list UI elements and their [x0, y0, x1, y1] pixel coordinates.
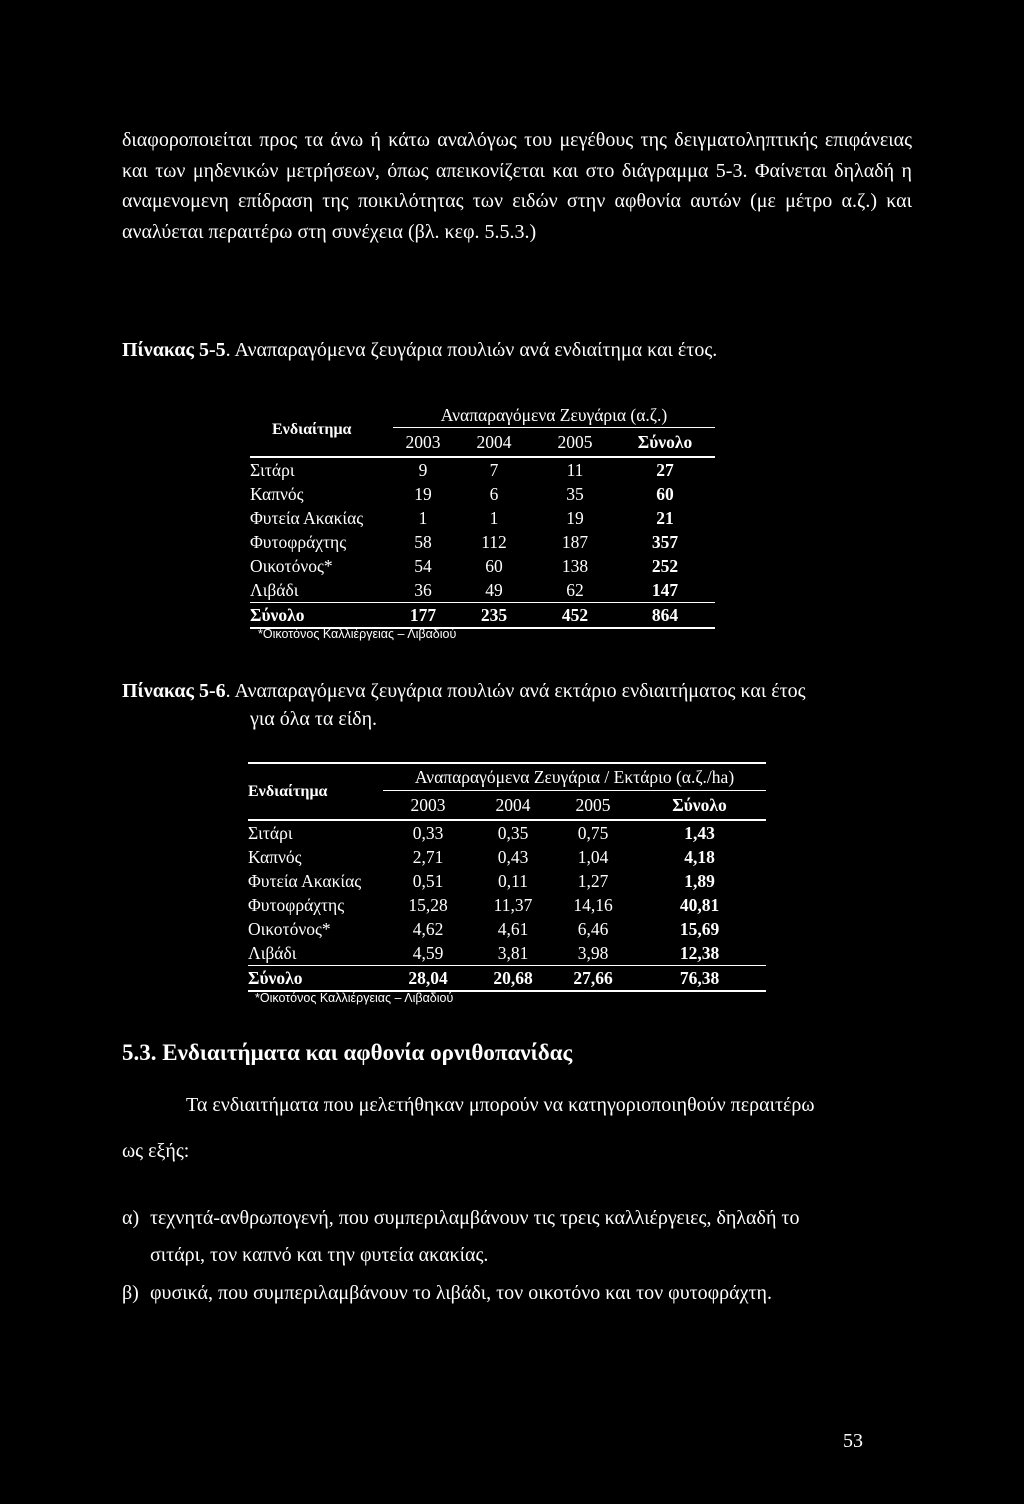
table2-row-name: Φυτοφράχτης — [248, 895, 345, 915]
section-intro-line1: Τα ενδιαιτήματα που μελετήθηκαν μπορούν να κατηγοριοποιηθούν περαιτέρω — [186, 1094, 815, 1116]
table2-col-2003: 2003 — [410, 794, 446, 815]
table2-cell: 3,81 — [497, 943, 529, 963]
table1-col-2005: 2005 — [557, 431, 593, 452]
table1-cell-total: 27 — [656, 460, 674, 480]
table2-col-2005: 2005 — [575, 794, 611, 815]
table2-total-cell: 27,66 — [573, 968, 613, 988]
table2-row-name: Οικοτόνος* — [248, 919, 331, 939]
table1-cell-total: 21 — [656, 508, 674, 528]
table2-cell: 0,11 — [498, 871, 528, 891]
table2-cell-total: 1,89 — [684, 871, 715, 891]
table2-cell: 1,27 — [577, 871, 609, 891]
table-breeding-pairs-per-hectare — [248, 762, 766, 992]
table2-caption-text: . Αναπαραγόμενα ζευγάρια πουλιών ανά εκτάριο ενδιαιτήματος και έτος — [225, 680, 806, 702]
table1-row-name: Οικοτόνος* — [250, 556, 333, 576]
table1-cell: 36 — [414, 580, 432, 600]
table1-group-header: Αναπαραγόμενα Ζευγάρια (α.ζ.) — [393, 403, 715, 428]
table1-cell: 1 — [418, 508, 428, 528]
table2-cell: 1,04 — [577, 847, 609, 867]
page-number: 53 — [843, 1430, 863, 1452]
table2-col-2004: 2004 — [495, 794, 531, 815]
table1-cell: 9 — [418, 460, 428, 480]
table2-total-cell: 28,04 — [408, 968, 448, 988]
table1-row-name: Λιβάδι — [250, 580, 299, 600]
table1-cell: 58 — [414, 532, 432, 552]
table2-cell: 2,71 — [412, 847, 444, 867]
table2-cell: 14,16 — [573, 895, 613, 915]
table1-cell: 49 — [485, 580, 503, 600]
table1-cell: 138 — [561, 556, 589, 576]
table2-cell: 4,61 — [497, 919, 529, 939]
table2-cell-total: 4,18 — [684, 847, 715, 867]
table1-col-total: Σύνολο — [637, 431, 693, 452]
table1-cell: 6 — [489, 484, 499, 504]
table1-cell: 7 — [489, 460, 499, 480]
table2-cell: 11,37 — [493, 895, 533, 915]
table1-caption — [122, 336, 717, 364]
table2-cell: 4,59 — [412, 943, 444, 963]
table2-cell: 4,62 — [412, 919, 444, 939]
table1-cell: 35 — [566, 484, 584, 504]
list-item-a-line1: τεχνητά-ανθρωπογενή, που συμπεριλαμβάνουν τις τρεις καλλιέργειες, δηλαδή το — [150, 1207, 800, 1229]
table1-cell-total: 60 — [656, 484, 674, 504]
table1-row-name: Καπνός — [250, 484, 304, 504]
table2-total-cell: 20,68 — [493, 968, 533, 988]
table2-cell: 0,75 — [577, 823, 609, 843]
table1-row-name: Φυτοφράχτης — [250, 532, 347, 552]
table1-cell: 112 — [481, 532, 507, 552]
table2-row-name: Λιβάδι — [248, 943, 297, 963]
table1-cell: 187 — [561, 532, 589, 552]
section-intro-line2: ως εξής: — [122, 1140, 190, 1162]
table2-group-header: Αναπαραγόμενα Ζευγάρια / Εκτάριο (α.ζ./ha) — [383, 763, 766, 791]
table1-caption-text: . Αναπαραγόμενα ζευγάρια πουλιών ανά ενδιαίτημα και έτος. — [225, 339, 718, 361]
table2-cell-total: 15,69 — [679, 919, 720, 939]
table2-cell: 6,46 — [577, 919, 609, 939]
list-item-b-line1: φυσικά, που συμπεριλαμβάνουν το λιβάδι, τον οικοτόνο και τον φυτοφράχτη. — [150, 1282, 773, 1304]
table2-cell: 0,43 — [497, 847, 529, 867]
table2-cell: 0,51 — [412, 871, 444, 891]
section-heading: 5.3. Ενδιαιτήματα και αφθονία ορνιθοπανίδας — [122, 1040, 573, 1065]
table2-row-name: Καπνός — [248, 847, 302, 867]
table1-cell-total: 357 — [651, 532, 679, 552]
table1-cell: 11 — [566, 460, 584, 480]
table2-total-label: Σύνολο — [248, 968, 303, 988]
table2-col-total: Σύνολο — [672, 794, 727, 815]
intro-paragraph: διαφοροποιείται προς τα άνω ή κάτω αναλόγως του μεγέθους της δειγματοληπτικής επιφάνειας και των μηδενικών μετρήσεων, όπως απεικονίζεται και στο διάγραμμα 5-3. Φαίνεται δηλαδή η αναμενομενη επίδραση της ποικιλότητας των ειδών στην αφθονία αυτών (με μέτρο α.ζ.) και αναλύεται περαιτέρω στη συνέχεια (βλ. κεφ. 5.5.3.) — [122, 129, 912, 243]
table1-cell: 60 — [485, 556, 503, 576]
table2-footnote: *Οικοτόνος Καλλιέργειας – Λιβαδιού — [255, 991, 454, 1005]
table1-total-cell: 864 — [651, 605, 679, 625]
table1-row-name: Φυτεία Ακακίας — [250, 508, 364, 528]
table2-cell-total: 12,38 — [679, 943, 720, 963]
table1-row-name: Σιτάρι — [250, 460, 295, 480]
table1-cell: 19 — [414, 484, 432, 504]
table1-total-cell: 177 — [409, 605, 437, 625]
table1-footnote: *Οικοτόνος Καλλιέργειας – Λιβαδιού — [258, 627, 457, 641]
list-marker-b: β) — [122, 1282, 139, 1304]
table2-cell: 15,28 — [408, 895, 448, 915]
table1-cell: 19 — [566, 508, 584, 528]
list-item-a-line2: σιτάρι, τον καπνό και την φυτεία ακακίας. — [150, 1244, 489, 1266]
table2-row-name: Σιτάρι — [248, 823, 293, 843]
table2-row-name: Φυτεία Ακακίας — [248, 871, 362, 891]
table1-row-header: Ενδιαίτημα — [272, 420, 352, 438]
table1-total-label: Σύνολο — [250, 605, 305, 625]
table1-col-2004: 2004 — [476, 431, 512, 452]
table2-caption-label: Πίνακας 5-6 — [122, 680, 226, 702]
table2-caption-line2: για όλα τα είδη. — [250, 708, 378, 730]
table1-cell: 62 — [566, 580, 584, 600]
table1-total-cell: 235 — [480, 605, 508, 625]
table2-total-cell: 76,38 — [679, 968, 720, 988]
table2-cell: 0,33 — [412, 823, 444, 843]
table1-cell-total: 252 — [651, 556, 679, 576]
table2-caption — [122, 677, 806, 733]
table1-caption-label: Πίνακας 5-5 — [122, 339, 226, 361]
table2-row-header: Ενδιαίτημα — [248, 782, 328, 800]
table2-cell-total: 1,43 — [684, 823, 715, 843]
table1-cell-total: 147 — [651, 580, 679, 600]
table1-cell: 54 — [414, 556, 432, 576]
table1-cell: 1 — [489, 508, 499, 528]
table2-cell-total: 40,81 — [679, 895, 720, 915]
list-marker-a: α) — [122, 1207, 140, 1229]
table1-col-2003: 2003 — [405, 431, 441, 452]
table2-cell: 3,98 — [577, 943, 609, 963]
table2-cell: 0,35 — [497, 823, 529, 843]
table-breeding-pairs — [250, 403, 715, 629]
table1-total-cell: 452 — [561, 605, 589, 625]
